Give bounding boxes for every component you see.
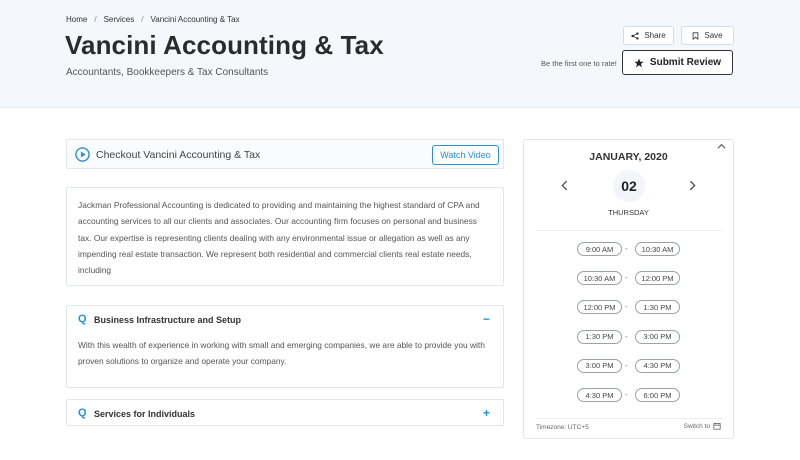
accordion-item-services-individuals (66, 399, 504, 426)
collapse-icon[interactable]: − (482, 312, 490, 326)
time-slot-start[interactable]: 9:00 AM (577, 242, 622, 256)
q-icon: Q (78, 407, 87, 419)
star-icon (634, 58, 644, 68)
divider (536, 230, 723, 231)
time-slot-row (524, 388, 733, 402)
time-slot-end[interactable]: 6:00 PM (635, 388, 680, 402)
time-slot-row (524, 242, 733, 256)
bookmark-icon (692, 32, 699, 40)
chevron-up-icon[interactable] (717, 143, 726, 150)
time-slot-start[interactable]: 3:00 PM (577, 359, 622, 373)
calendar-month: JANUARY, 2020 (589, 151, 668, 163)
page-title: Vancini Accounting & Tax (65, 30, 384, 60)
accordion-title: Business Infrastructure and Setup (94, 315, 242, 325)
chevron-left-icon[interactable] (561, 180, 568, 191)
time-slot-end[interactable]: 10:30 AM (635, 242, 680, 256)
breadcrumb (66, 15, 240, 24)
time-slot-end[interactable]: 12:00 PM (635, 271, 680, 285)
switch-label: Switch to (683, 422, 710, 430)
breadcrumb-current: Vancini Accounting & Tax (150, 15, 240, 24)
time-range-dash: - (625, 244, 628, 253)
page-header (0, 0, 800, 108)
save-button[interactable] (681, 26, 734, 45)
accordion-title: Services for Individuals (94, 409, 196, 419)
share-icon (631, 32, 639, 40)
time-slot-end[interactable]: 1:30 PM (635, 300, 680, 314)
breadcrumb-home[interactable]: Home (66, 15, 88, 24)
accordion-header[interactable] (67, 306, 503, 333)
submit-review-label: Submit Review (649, 57, 722, 68)
chevron-right-icon[interactable] (689, 180, 696, 191)
time-slot-start[interactable]: 12:00 PM (577, 300, 622, 314)
watch-video-button[interactable]: Watch Video (432, 145, 499, 165)
time-slot-start[interactable]: 1:30 PM (577, 330, 622, 344)
calendar-selected-day[interactable]: 02 (613, 170, 645, 202)
time-slot-row (524, 359, 733, 373)
divider (536, 418, 723, 419)
video-bar (66, 139, 504, 169)
timezone-label: Timezone: UTC+5 (536, 424, 589, 431)
time-range-dash: - (625, 302, 628, 312)
submit-review-button[interactable] (622, 50, 733, 75)
description-box (66, 187, 504, 286)
breadcrumb-services[interactable]: Services (103, 15, 135, 24)
accordion-body: With this wealth of experience in working with small and emerging companies, we are able to provide you with proven solutions to organize and operate your company. (78, 340, 485, 366)
booking-calendar (523, 139, 734, 439)
calendar-icon (713, 422, 721, 430)
share-label: Share (644, 31, 666, 40)
time-range-dash: - (625, 331, 628, 341)
play-circle-icon[interactable] (75, 147, 90, 162)
time-slot-row (524, 271, 733, 285)
time-slot-row (524, 330, 733, 344)
q-icon: Q (78, 313, 87, 325)
breadcrumb-separator: / (94, 15, 97, 24)
time-range-dash: - (625, 360, 628, 370)
accordion-item-business-infrastructure (66, 305, 504, 388)
time-range-dash: - (625, 273, 628, 283)
accordion-header[interactable] (67, 400, 503, 427)
share-button[interactable] (623, 26, 674, 45)
time-slot-start[interactable]: 4:30 PM (577, 388, 622, 402)
time-range-dash: - (625, 390, 628, 399)
calendar-weekday: THURSDAY (608, 208, 649, 217)
time-slot-end[interactable]: 3:00 PM (635, 330, 680, 344)
expand-icon[interactable]: + (482, 406, 490, 420)
description-text: Jackman Professional Accounting is dedicated to providing and maintaining the highest standard of CPA and accounting services to all our clients and associates. Our accounting firm focuses on personal and business tax. Our expertise is representing clients dealing with any environmental issue or allegation as well as any impending real estate transaction. We represent both residential and commercial clients real estate needs, including (78, 200, 480, 276)
time-slot-start[interactable]: 10:30 AM (577, 271, 622, 285)
time-slot-end[interactable]: 4:30 PM (635, 359, 680, 373)
switch-view-button[interactable] (684, 422, 721, 430)
time-slot-row (524, 300, 733, 314)
rate-prompt: Be the first one to rate! (541, 59, 617, 68)
breadcrumb-separator: / (141, 15, 144, 24)
page-subtitle: Accountants, Bookkeepers & Tax Consultants (66, 67, 269, 78)
video-label: Checkout Vancini Accounting & Tax (96, 149, 261, 161)
save-label: Save (704, 31, 723, 40)
